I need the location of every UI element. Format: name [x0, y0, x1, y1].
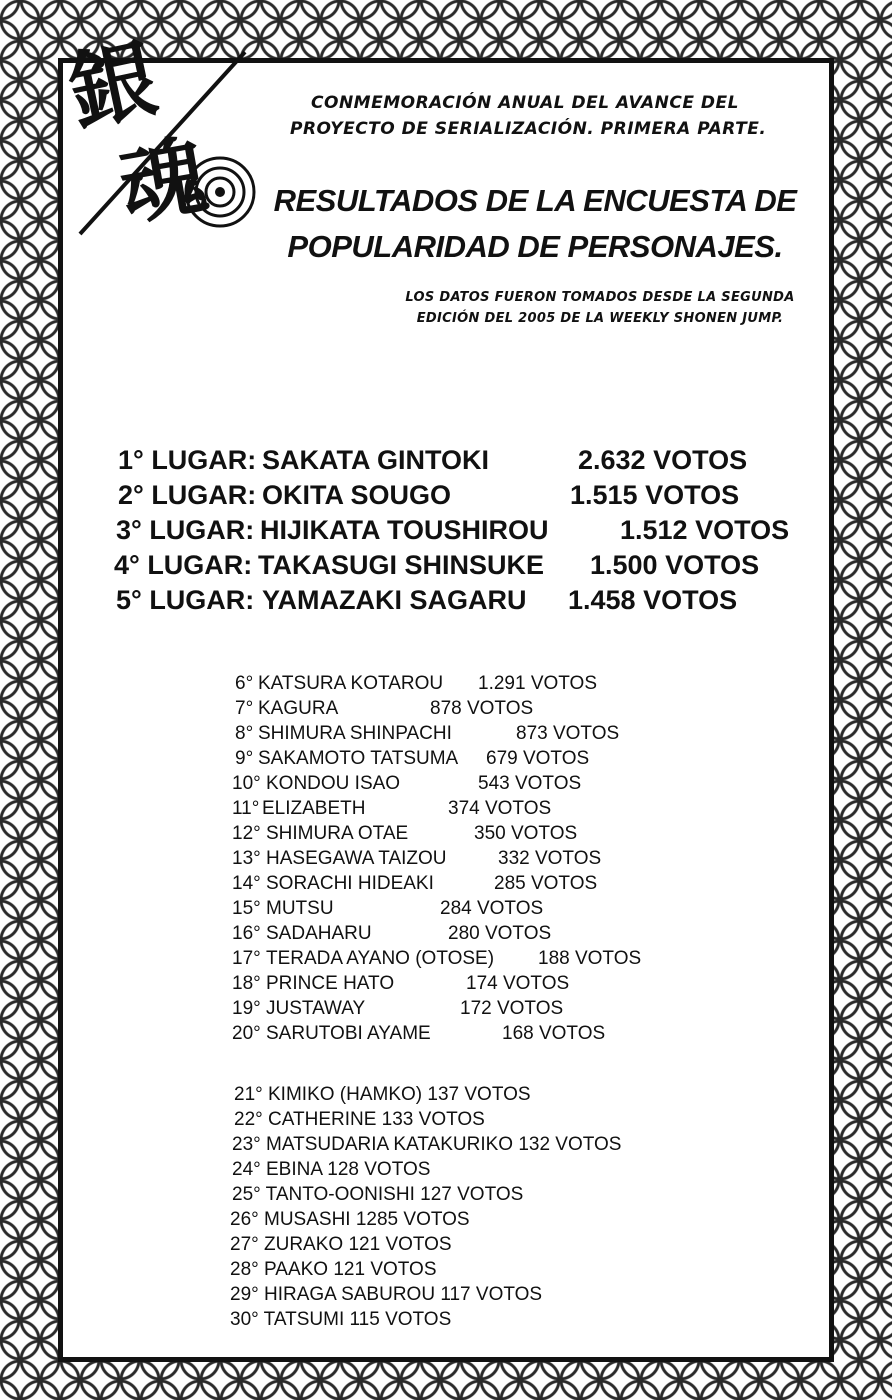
character-name: SHIMURA OTAE — [266, 823, 409, 844]
vote-count: 1.515 VOTOS — [570, 480, 740, 510]
list-item — [232, 821, 852, 846]
vote-count: 168 VOTOS — [502, 1023, 606, 1044]
character-name: SHIMURA SHINPACHI — [258, 723, 452, 744]
character-name: TERADA AYANO (OTOSE) — [266, 948, 495, 969]
rank-label: 5° LUGAR: — [116, 585, 255, 615]
character-name: KONDOU ISAO — [266, 773, 401, 794]
rank-number: 14° — [232, 873, 261, 894]
vote-count: 1.500 VOTOS — [590, 550, 760, 580]
character-name: YAMAZAKI SAGARU — [262, 585, 527, 615]
title-line-2: POPULARIDAD DE PERSONAJES. — [287, 229, 783, 264]
character-name: TAKASUGI SHINSUKE — [258, 550, 545, 580]
list-item: 22° CATHERINE 133 VOTOS — [234, 1109, 485, 1130]
logo-kanji-tama: 魂 — [111, 124, 215, 239]
rank-number: 15° — [232, 898, 261, 919]
list-item — [232, 671, 852, 696]
rank-number: 6° — [235, 673, 254, 694]
vote-count: 332 VOTOS — [498, 848, 602, 869]
list-item: 21° KIMIKO (HAMKO) 137 VOTOS — [234, 1084, 531, 1105]
vote-count: 543 VOTOS — [478, 773, 582, 794]
list-item — [232, 721, 852, 746]
rank-label: 2° LUGAR: — [118, 480, 257, 510]
character-name: SARUTOBI AYAME — [266, 1023, 431, 1044]
character-name: MUTSU — [266, 898, 334, 919]
page-title — [270, 178, 800, 270]
rank-number: 16° — [232, 923, 261, 944]
logo-kanji-gin: 銀 — [60, 28, 166, 145]
header-line-1: CONMEMORACIÓN ANUAL DEL AVANCE DEL — [311, 93, 739, 113]
gintama-logo — [60, 28, 260, 244]
character-name: HASEGAWA TAIZOU — [266, 848, 447, 869]
note-line-1: LOS DATOS FUERON TOMADOS DESDE LA SEGUNDA — [405, 290, 795, 305]
vote-count: 188 VOTOS — [538, 948, 642, 969]
note-line-2: EDICIÓN DEL 2005 DE LA WEEKLY SHONEN JUMP. — [416, 311, 784, 326]
vote-count: 1.291 VOTOS — [478, 673, 597, 694]
ranks-21-30-list — [230, 1082, 850, 1332]
list-item — [232, 696, 852, 721]
rank-label: 1° LUGAR: — [118, 445, 257, 475]
rank-number: 19° — [232, 998, 261, 1019]
vote-count: 873 VOTOS — [516, 723, 620, 744]
character-name: HIJIKATA TOUSHIROU — [260, 515, 549, 545]
list-item: 26° MUSASHI 1285 VOTOS — [230, 1209, 470, 1230]
rank-label: 3° LUGAR: — [116, 515, 255, 545]
vote-count: 2.632 VOTOS — [578, 445, 748, 475]
rank-number: 20° — [232, 1023, 261, 1044]
vote-count: 172 VOTOS — [460, 998, 564, 1019]
list-item: 25° TANTO-OONISHI 127 VOTOS — [232, 1184, 524, 1205]
character-name: SAKATA GINTOKI — [262, 445, 489, 475]
vote-count: 284 VOTOS — [440, 898, 544, 919]
vote-count: 285 VOTOS — [494, 873, 598, 894]
character-name: OKITA SOUGO — [262, 480, 451, 510]
list-item: 30° TATSUMI 115 VOTOS — [230, 1309, 452, 1330]
character-name: SADAHARU — [266, 923, 372, 944]
list-item — [232, 1021, 852, 1046]
list-item — [232, 921, 852, 946]
vote-count: 374 VOTOS — [448, 798, 552, 819]
list-item: 27° ZURAKO 121 VOTOS — [230, 1234, 452, 1255]
character-name: SAKAMOTO TATSUMA — [258, 748, 459, 769]
source-note — [360, 287, 840, 329]
list-item — [232, 746, 852, 771]
character-name: PRINCE HATO — [266, 973, 395, 994]
character-name: KAGURA — [258, 698, 339, 719]
character-name: JUSTAWAY — [266, 998, 366, 1019]
list-item: 28° PAAKO 121 VOTOS — [230, 1259, 437, 1280]
vote-count: 1.512 VOTOS — [620, 515, 790, 545]
title-line-1: RESULTADOS DE LA ENCUESTA DE — [273, 183, 797, 218]
list-item: 24° EBINA 128 VOTOS — [232, 1159, 431, 1180]
rank-number: 17° — [232, 948, 261, 969]
list-item — [232, 871, 852, 896]
ranks-6-20-list — [232, 671, 852, 1046]
vote-count: 174 VOTOS — [466, 973, 570, 994]
vote-count: 1.458 VOTOS — [568, 585, 738, 615]
character-name: KATSURA KOTAROU — [258, 673, 444, 694]
list-item — [232, 796, 852, 821]
rank-number: 13° — [232, 848, 261, 869]
header-text — [290, 90, 767, 142]
rank-number: 8° — [235, 723, 254, 744]
rank-label: 4° LUGAR: — [114, 550, 253, 580]
list-item — [232, 846, 852, 871]
vote-count: 878 VOTOS — [430, 698, 534, 719]
rank-number: 10° — [232, 773, 261, 794]
character-name: SORACHI HIDEAKI — [266, 873, 434, 894]
character-name: ELIZABETH — [262, 798, 366, 819]
vote-count: 679 VOTOS — [486, 748, 590, 769]
rank-number: 9° — [235, 748, 254, 769]
vote-count: 280 VOTOS — [448, 923, 552, 944]
rank-number: 7° — [235, 698, 254, 719]
list-item — [232, 996, 852, 1021]
rank-number: 11° — [232, 798, 260, 819]
header-line-2: PROYECTO DE SERIALIZACIÓN. PRIMERA PARTE. — [290, 119, 767, 139]
list-item — [232, 971, 852, 996]
vote-count: 350 VOTOS — [474, 823, 578, 844]
rank-number: 12° — [232, 823, 261, 844]
rank-number: 18° — [232, 973, 261, 994]
list-item: 29° HIRAGA SABUROU 117 VOTOS — [230, 1284, 543, 1305]
list-item — [232, 771, 852, 796]
list-item — [232, 946, 852, 971]
list-item: 23° MATSUDARIA KATAKURIKO 132 VOTOS — [232, 1134, 622, 1155]
list-item — [232, 896, 852, 921]
